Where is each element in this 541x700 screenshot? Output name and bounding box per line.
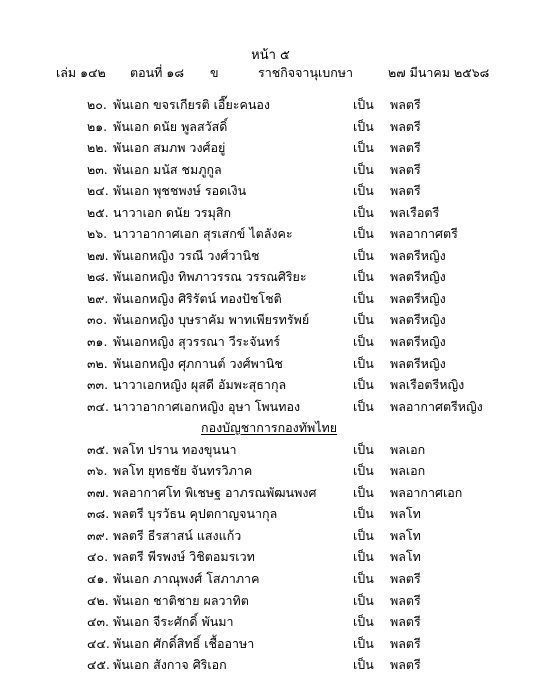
- new-rank: พลเรือตรีหญิง: [390, 377, 465, 393]
- new-rank: พลตรี: [390, 635, 421, 651]
- new-rank: พลเรือตรี: [390, 204, 440, 220]
- list-item: [0, 591, 541, 613]
- list-item: [0, 138, 541, 160]
- person-name: นาวาเอก ดนัย วรมุสิก: [113, 204, 232, 220]
- person-name: พันเอก สมภพ วงศ์อยู่: [113, 140, 226, 156]
- appointment-verb: เป็น: [353, 571, 374, 587]
- appointment-verb: เป็น: [353, 247, 374, 263]
- new-rank: พลโท: [390, 506, 421, 522]
- item-number: ๔๐.: [87, 549, 109, 565]
- item-number: ๔๓.: [87, 614, 109, 630]
- item-number: ๓๔.: [87, 398, 109, 414]
- item-number: ๒๐.: [87, 97, 107, 112]
- list-item: [0, 246, 541, 268]
- list-item: [0, 440, 541, 462]
- new-rank: พลตรี: [390, 657, 421, 673]
- list-item: [0, 655, 541, 677]
- new-rank: พลตรี: [390, 183, 421, 199]
- list-item: [0, 526, 541, 548]
- appointment-verb: เป็น: [353, 118, 374, 134]
- appointment-verb: เป็น: [353, 269, 374, 285]
- item-number: ๒๗.: [87, 247, 109, 263]
- new-rank: พลอากาศเอก: [390, 484, 463, 500]
- person-name: พันเอกหญิง สุวรรณา วีระจันทร์: [113, 334, 281, 350]
- person-name: พันเอกหญิง บุษราคัม พาทเพียรทรัพย์: [113, 312, 310, 328]
- person-name: พันเอก สังกาจ ศิริเอก: [113, 657, 227, 673]
- item-number: ๔๒.: [87, 592, 109, 608]
- person-name: พันเอกหญิง ทิพภาวรรณ วรรณศิริยะ: [113, 269, 307, 285]
- list-item: [0, 612, 541, 634]
- volume-label: เล่ม ๑๔๒: [56, 65, 106, 80]
- list-item: [0, 569, 541, 591]
- person-name: พันเอก ศักดิ์สิทธิ์ เชื้ออาษา: [113, 635, 255, 651]
- new-rank: พลตรีหญิง: [390, 312, 446, 328]
- appointment-verb: เป็น: [353, 183, 374, 199]
- person-name: นาวาอากาศเอกหญิง อุษา โพนทอง: [113, 398, 301, 414]
- person-name: พันเอก จีระศักดิ์ พันมา: [113, 614, 234, 630]
- new-rank: พลเอก: [390, 463, 426, 479]
- appointment-verb: เป็น: [353, 204, 374, 220]
- new-rank: พลตรี: [390, 592, 421, 608]
- item-number: ๓๐.: [87, 312, 108, 328]
- item-number: ๔๑.: [87, 571, 109, 587]
- item-number: ๒๔.: [87, 183, 109, 199]
- appointment-verb: เป็น: [353, 592, 374, 608]
- new-rank: พลตรี: [390, 97, 421, 112]
- person-name: พลอากาศโท พิเชษฐ อาภรณพัฒนพงศ: [113, 484, 317, 500]
- appointment-verb: เป็น: [353, 614, 374, 630]
- new-rank: พลตรี: [390, 140, 421, 156]
- person-name: พันเอกหญิง ศุภกานต์ วงศ์พานิช: [113, 355, 283, 371]
- appointment-list: [0, 95, 541, 677]
- new-rank: พลตรี: [390, 614, 421, 630]
- section-heading: กองบัญชาการกองทัพไทย: [201, 420, 338, 436]
- list-item: [0, 117, 541, 139]
- appointment-verb: เป็น: [353, 506, 374, 522]
- section-label: ตอนที่ ๑๘: [130, 65, 184, 80]
- list-item: [0, 547, 541, 569]
- appointment-verb: เป็น: [353, 312, 374, 328]
- new-rank: พลตรีหญิง: [390, 247, 446, 263]
- item-number: ๓๖.: [87, 463, 108, 479]
- list-item: [0, 375, 541, 397]
- list-item: [0, 267, 541, 289]
- person-name: พลโท ยุทธชัย จันทรวิภาค: [113, 463, 253, 479]
- item-number: ๒๑.: [87, 118, 108, 134]
- new-rank: พลตรีหญิง: [390, 334, 446, 350]
- appointment-verb: เป็น: [353, 657, 374, 673]
- person-name: พันเอกหญิง วรณี วงศ์วานิช: [113, 247, 260, 263]
- gazette-header: [0, 63, 541, 81]
- list-item: [0, 203, 541, 225]
- person-name: พลโท ปราน ทองขุนนา: [113, 441, 237, 457]
- item-number: ๓๗.: [87, 484, 109, 500]
- new-rank: พลตรีหญิง: [390, 269, 446, 285]
- person-name: พันเอก ดนัย พูลสวัสดิ์: [113, 118, 228, 134]
- new-rank: พลตรีหญิง: [390, 355, 446, 371]
- person-name: พันเอก ขจรเกียรติ เอี๊ยะคนอง: [113, 97, 270, 112]
- section-type-label: ข: [210, 65, 219, 80]
- list-item: [0, 461, 541, 483]
- list-item: [0, 289, 541, 311]
- list-item: [0, 354, 541, 376]
- gazette-title: ราชกิจจานุเบกษา: [258, 65, 354, 80]
- publication-date: ๒๗ มีนาคม ๒๕๖๘: [388, 65, 490, 80]
- appointment-verb: เป็น: [353, 334, 374, 350]
- page-number: หน้า ๕: [251, 48, 290, 63]
- appointment-verb: เป็น: [353, 635, 374, 651]
- new-rank: พลอากาศตรี: [390, 226, 458, 242]
- person-name: พลตรี บุรวัธน คุปตกาญจนากุล: [113, 506, 278, 522]
- item-number: ๓๘.: [87, 506, 110, 522]
- person-name: นาวาเอกหญิง ผุสดี อัมพะสุธากุล: [113, 377, 287, 393]
- appointment-verb: เป็น: [353, 290, 374, 306]
- new-rank: พลโท: [390, 527, 421, 543]
- item-number: ๒๕.: [87, 204, 109, 220]
- appointment-verb: เป็น: [353, 97, 374, 112]
- appointment-verb: เป็น: [353, 161, 374, 177]
- list-item: [0, 634, 541, 656]
- list-item: [0, 504, 541, 526]
- person-name: พันเอกหญิง ศิริรัตน์ ทองปัชโชติ: [113, 290, 282, 306]
- person-name: พลตรี พีรพงษ์ วิชิตอมรเวท: [113, 549, 255, 565]
- list-item: [0, 160, 541, 182]
- person-name: พันเอก มนัส ชมภูกูล: [113, 161, 222, 177]
- appointment-verb: เป็น: [353, 527, 374, 543]
- person-name: พันเอก ชาติชาย ผลวาทิต: [113, 592, 249, 608]
- item-number: ๓๙.: [87, 527, 109, 543]
- person-name: พันเอก ภาณุพงศ์ โสภาภาค: [113, 571, 260, 587]
- appointment-verb: เป็น: [353, 549, 374, 565]
- new-rank: พลโท: [390, 549, 421, 565]
- appointment-verb: เป็น: [353, 226, 374, 242]
- person-name: พลตรี ธีรสาสน์ แสงแก้ว: [113, 527, 242, 543]
- item-number: ๔๕.: [87, 657, 110, 673]
- person-name: พันเอก พุชชพงษ์ รอดเงิน: [113, 183, 247, 199]
- list-item: [0, 483, 541, 505]
- item-number: ๓๑.: [87, 334, 108, 350]
- item-number: ๒๘.: [87, 269, 109, 285]
- item-number: ๒๖.: [87, 226, 108, 242]
- appointment-verb: เป็น: [353, 377, 374, 393]
- list-item: [0, 310, 541, 332]
- item-number: ๓๒.: [87, 355, 108, 371]
- new-rank: พลตรี: [390, 118, 421, 134]
- list-item: [0, 224, 541, 246]
- appointment-verb: เป็น: [353, 398, 374, 414]
- appointment-verb: เป็น: [353, 140, 374, 156]
- item-number: ๓๕.: [87, 441, 109, 457]
- list-item: [0, 397, 541, 419]
- list-item: [0, 95, 541, 117]
- new-rank: พลอากาศตรีหญิง: [390, 398, 483, 414]
- appointment-verb: เป็น: [353, 441, 374, 457]
- new-rank: พลตรี: [390, 161, 421, 177]
- item-number: ๒๒.: [87, 140, 108, 156]
- list-item: [0, 181, 541, 203]
- person-name: นาวาอากาศเอก สุรเสกข์ ไตลังคะ: [113, 226, 293, 242]
- appointment-verb: เป็น: [353, 484, 374, 500]
- item-number: ๒๙.: [87, 290, 109, 306]
- new-rank: พลตรี: [390, 571, 421, 587]
- item-number: ๓๓.: [87, 377, 109, 393]
- appointment-verb: เป็น: [353, 463, 374, 479]
- new-rank: พลตรีหญิง: [390, 290, 446, 306]
- new-rank: พลเอก: [390, 441, 426, 457]
- appointment-verb: เป็น: [353, 355, 374, 371]
- section-heading-row: [0, 418, 541, 440]
- list-item: [0, 332, 541, 354]
- item-number: ๔๔.: [87, 635, 110, 651]
- item-number: ๒๓.: [87, 161, 108, 177]
